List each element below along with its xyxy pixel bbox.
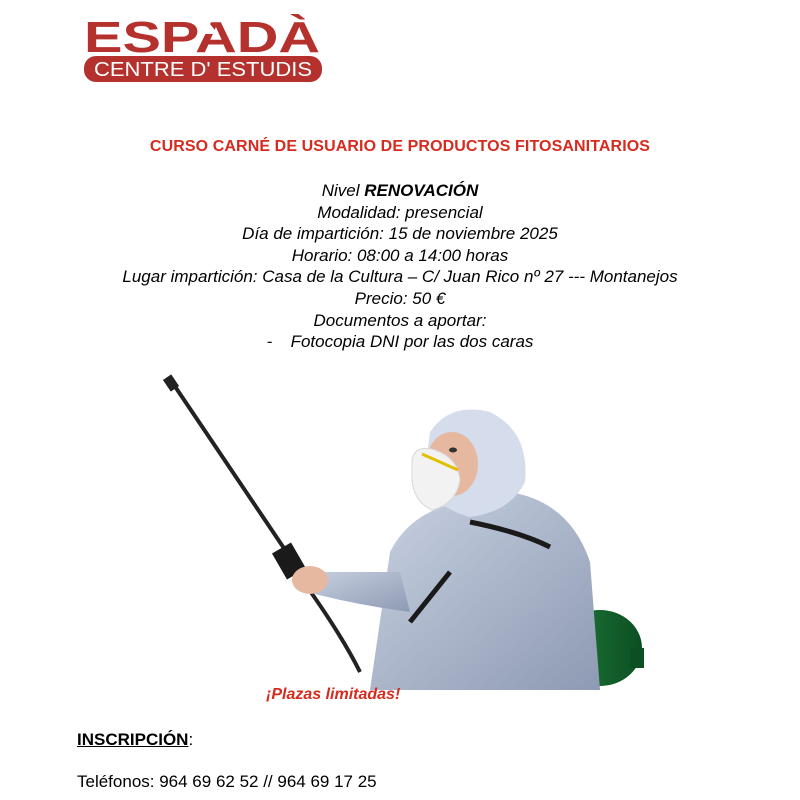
level-value: RENOVACIÓN: [364, 181, 479, 200]
logo-subtitle: CENTRE D' ESTUDIS: [94, 59, 312, 81]
document-item: [0, 331, 800, 353]
price-line: Precio: 50 €: [354, 288, 446, 308]
course-title: CURSO CARNÉ DE USUARIO DE PRODUCTOS FITOSANITARIOS: [149, 138, 651, 155]
limited-places-notice: ¡Plazas limitadas!: [266, 686, 401, 703]
schedule-line: Horario: 08:00 a 14:00 horas: [291, 245, 509, 265]
registration-suffix: :: [188, 730, 194, 749]
modality-line: Modalidad: presencial: [317, 202, 483, 222]
registration-heading: [77, 730, 193, 750]
contact-phones: Teléfonos: 964 69 62 52 // 964 69 17 25: [77, 772, 377, 791]
level-line: [0, 180, 800, 202]
logo-name: ESPADÀ: [84, 14, 265, 62]
document-bullet: -: [266, 332, 273, 352]
date-line: Día de impartición: 15 de noviembre 2025: [242, 224, 558, 244]
person-spraying-pesticide-icon: [160, 372, 660, 690]
place-line: Lugar impartición: Casa de la Cultura – C/ Juan Rico nº 27 --- Montanejos: [122, 267, 678, 287]
course-details: [0, 180, 800, 353]
sprayer-illustration: [160, 372, 660, 690]
espada-logo-graphic: [84, 14, 324, 84]
registration-label: INSCRIPCIÓN: [77, 730, 189, 749]
documents-label: Documentos a aportar:: [313, 310, 487, 330]
level-label: Nivel: [321, 181, 365, 200]
espada-logo: [84, 14, 324, 84]
document-text: Fotocopia DNI por las dos caras: [290, 332, 534, 352]
